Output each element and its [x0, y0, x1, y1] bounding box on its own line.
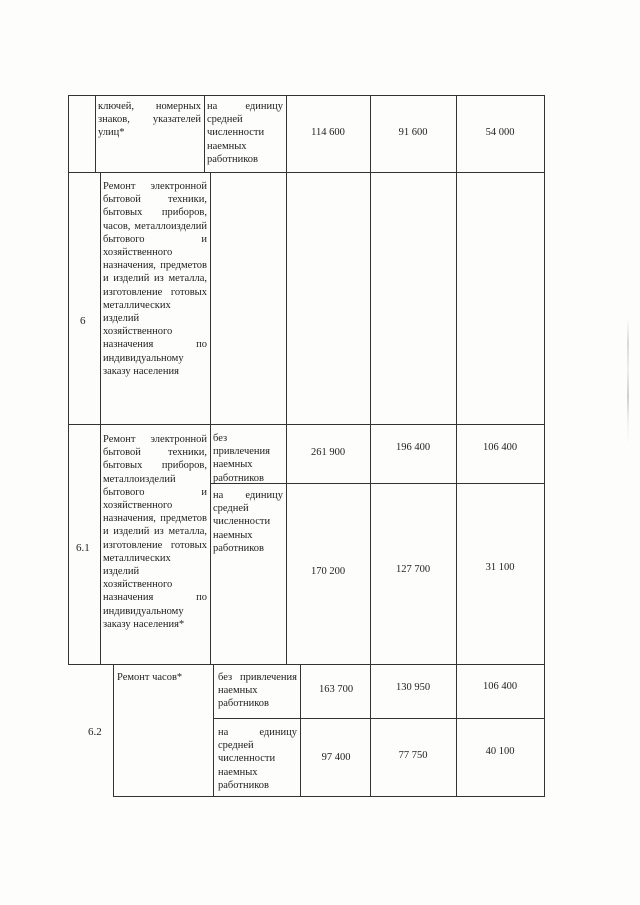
row-divider	[68, 172, 544, 173]
row-number: 6	[80, 315, 86, 327]
service-name: Ремонт электронной бытовой техники, бытовых приборов, часов, металлоизделий бытового и хозяйственного назначения, предметов и изделий из металла, изготовление готовых металлических изделий хозяйственного назначения по индивидуальному заказу населения	[103, 181, 207, 377]
column-divider	[204, 95, 205, 173]
condition-label: на единицу средней численности наемных работников	[218, 727, 297, 791]
value-cell: 106 400	[482, 442, 518, 453]
service-name: Ремонт электронной бытовой техники, бытовых приборов, металлоизделий бытового и хозяйственного назначения, предметов и изделий из металла, изготовление готовых металлических изделий хозяйственного назначения по индивидуальному заказу населения*	[103, 434, 207, 630]
condition-label: без привлечения наемных работников	[213, 433, 270, 484]
table-border-right	[544, 95, 545, 797]
value-cell: 106 400	[482, 681, 518, 692]
value-cell: 114 600	[311, 127, 345, 138]
row-divider	[68, 424, 544, 425]
value-cell: 77 750	[398, 750, 428, 761]
column-divider	[113, 664, 114, 797]
row-number: 6.2	[88, 726, 102, 738]
condition-label: на единицу средней численности наемных работников	[213, 490, 283, 554]
column-divider	[95, 95, 96, 173]
column-divider	[456, 95, 457, 797]
column-divider	[210, 172, 211, 665]
column-divider	[286, 95, 287, 665]
value-cell: 127 700	[395, 564, 431, 575]
condition-label: без привлечения наемных работников	[218, 672, 297, 710]
column-divider	[100, 172, 101, 665]
row-divider	[213, 718, 544, 719]
value-cell: 261 900	[310, 447, 346, 458]
value-cell: 97 400	[321, 752, 351, 763]
service-name-continued: ключей, номерных знаков, указателей улиц*	[98, 101, 201, 139]
value-cell: 170 200	[310, 566, 346, 577]
value-cell: 40 100	[485, 746, 515, 757]
service-name: Ремонт часов*	[117, 672, 183, 683]
table-border-left	[68, 95, 69, 665]
value-cell: 196 400	[395, 442, 431, 453]
value-cell: 91 600	[398, 127, 428, 138]
scan-artifact	[627, 318, 629, 448]
value-cell: 54 000	[485, 127, 515, 138]
condition-label: на единицу средней численности наемных работников	[207, 101, 283, 165]
value-cell: 130 950	[395, 682, 431, 693]
column-divider	[213, 664, 214, 797]
table-border-top	[68, 95, 544, 96]
table-border-bottom	[113, 796, 544, 797]
value-cell: 31 100	[485, 562, 515, 573]
value-cell: 163 700	[318, 684, 354, 695]
row-divider	[68, 664, 544, 665]
row-number: 6.1	[76, 542, 90, 554]
